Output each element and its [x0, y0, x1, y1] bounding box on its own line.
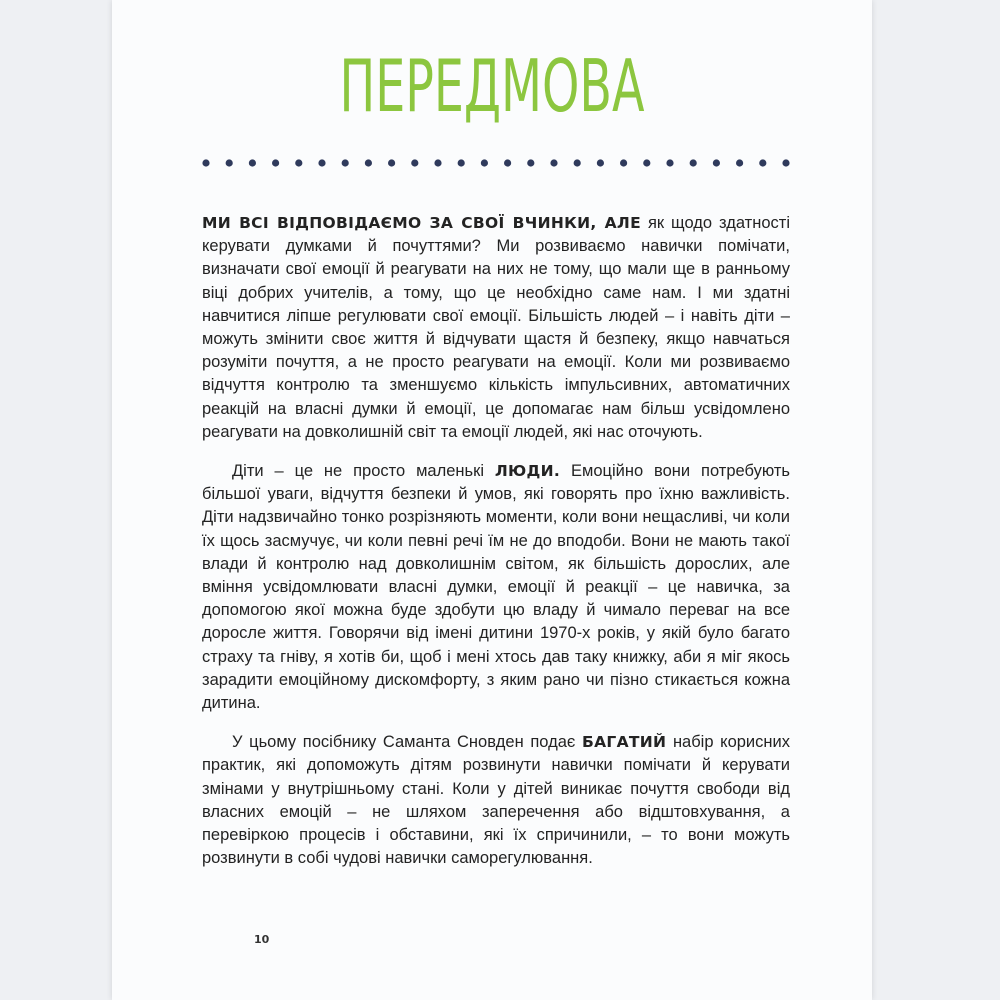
divider-dot [481, 159, 488, 166]
paragraph-1 [202, 212, 790, 444]
paragraph-3-bold: БАГАТИЙ [581, 733, 667, 752]
body-text [202, 212, 790, 886]
divider-dot [434, 159, 441, 166]
divider-dot [666, 159, 673, 166]
divider-dot [597, 159, 604, 166]
divider-dot [736, 159, 743, 166]
paragraph-3-after: набір корисних практик, які допоможуть дітям розвинути навички помічати й керувати змінами у внутрішньому стані. Коли у дітей виникає почуття свободи від власних емоцій – не шляхом заперечення або відштовхування, а перевіркою процесів і обставини, які їх спричинили, – то вони можуть розвинути в собі чудові навички саморегулювання. [202, 733, 790, 868]
dotted-divider [200, 156, 792, 170]
divider-dot [713, 159, 720, 166]
divider-dot [458, 159, 465, 166]
divider-dot [272, 159, 279, 166]
divider-dot [504, 159, 511, 166]
divider-dot [388, 159, 395, 166]
divider-dot [643, 159, 650, 166]
divider-dot [527, 159, 534, 166]
divider-dot [226, 159, 233, 166]
divider-dot [342, 159, 349, 166]
divider-dot [620, 159, 627, 166]
divider-dot [411, 159, 418, 166]
page-number: 10 [254, 933, 270, 946]
paragraph-3 [202, 731, 790, 870]
page-title: ПЕРЕДМОВА [339, 44, 645, 128]
paragraph-2-after: Емоційно вони потребують більшої уваги, відчуття безпеки й умов, які говорять про їхню важливість. Діти надзвичайно тонко розрізняють моменти, коли вони нещасливі, чи коли їх щось засмучує, чи коли певні речі їм не до вподоби. Вони не мають такої влади й контролю над довколишнім світом, як більшість дорослих, але вміння усвідомлювати власні думки, емоції й реакції – це навичка, за допомогою якої можна буде здобути цю владу й чимало переваг на все доросле життя. Говорячи від імені дитини 1970-х років, у якій було багато страху та гніву, я хотів би, щоб і мені хтось дав таку книжку, аби я міг якось зарадити емоційному дискомфорту, з яким рано чи пізно стикається кожна дитина. [202, 462, 790, 713]
divider-dot [574, 159, 581, 166]
divider-dot [249, 159, 256, 166]
divider-dot [295, 159, 302, 166]
divider-dot [202, 159, 209, 166]
book-page [112, 0, 872, 1000]
paragraph-1-text: як щодо здатності керувати думками й почуттями? Ми розвиваємо навички помічати, визначати свої емоції й реагувати на них не тому, що мали ще в ранньому віці добрих учителів, а тому, що це необхідно саме нам. І ми здатні навчитися ліпше регулювати свої емоції. Більшість людей – і навіть діти – можуть змінити своє життя й відчувати щастя й безпеку, якщо навчаться розуміти почуття, а не просто реагувати на емоції. Коли ми розвиваємо відчуття контролю та зменшуємо кількість імпульсивних, автоматичних реакцій на власні думки й емоції, це допомагає нам більш усвідомлено реагувати на довколишній світ та емоції людей, які нас оточують. [202, 214, 790, 441]
divider-dot [550, 159, 557, 166]
paragraph-2-before: Діти – це не просто маленькі [232, 462, 495, 481]
divider-dot [365, 159, 372, 166]
divider-dot [782, 159, 789, 166]
paragraph-3-before: У цьому посібнику Саманта Сновден подає [232, 733, 582, 752]
divider-dot [318, 159, 325, 166]
paragraph-2-bold: ЛЮДИ. [494, 462, 561, 481]
paragraph-1-lead: МИ ВСІ ВІДПОВІДАЄМО ЗА СВОЇ ВЧИНКИ, АЛЕ [202, 214, 641, 232]
divider-dot [690, 159, 697, 166]
paragraph-2 [202, 460, 790, 715]
divider-dot [759, 159, 766, 166]
